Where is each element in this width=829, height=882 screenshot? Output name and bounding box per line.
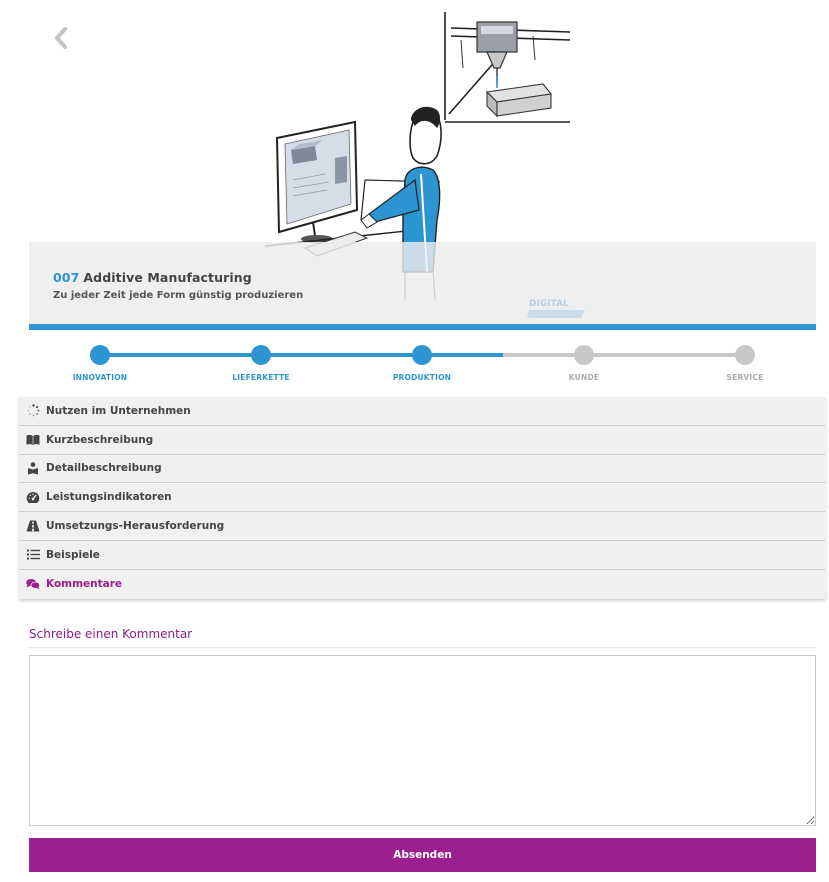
accordion-label: Detailbeschreibung: [46, 462, 162, 475]
title-card: [29, 242, 816, 330]
accordion-kommentare[interactable]: [19, 570, 826, 599]
step-kunde[interactable]: [524, 345, 644, 382]
submit-button[interactable]: Absenden: [29, 838, 816, 872]
step-label: SERVICE: [726, 373, 764, 382]
accordion-label: Kommentare: [46, 578, 123, 591]
step-dot: [412, 345, 432, 365]
comments-icon: [26, 577, 40, 591]
svg-text:DIGITAL: DIGITAL: [529, 299, 569, 309]
step-dot: [251, 345, 271, 365]
progress-stepper: [0, 340, 829, 392]
accordion-label: Umsetzungs-Herausforderung: [46, 520, 225, 533]
list-icon: [26, 548, 40, 562]
digital-logo-icon: [527, 296, 587, 320]
step-lieferkette[interactable]: [201, 345, 321, 382]
step-produktion[interactable]: [362, 345, 482, 382]
title-number: 007: [53, 270, 80, 285]
step-dot: [574, 345, 594, 365]
road-icon: [26, 519, 40, 533]
accordion-label: Kurzbeschreibung: [46, 433, 154, 446]
step-service[interactable]: [685, 345, 805, 382]
chevron-left-icon: [50, 24, 74, 52]
comment-divider: [29, 647, 816, 648]
accordion-beispiele[interactable]: [19, 541, 826, 570]
accordion-leistungsindikatoren[interactable]: [19, 483, 826, 512]
step-dot: [735, 345, 755, 365]
step-label: KUNDE: [568, 373, 600, 382]
accordion-nutzen[interactable]: [19, 397, 826, 426]
step-innovation[interactable]: [40, 345, 160, 382]
accordion-kurzbeschreibung[interactable]: [19, 426, 826, 455]
comment-heading: Schreibe einen Kommentar: [29, 627, 193, 641]
accordion-label: Leistungsindikatoren: [46, 491, 172, 504]
detail-accordion: [19, 397, 826, 599]
accordion-label: Beispiele: [46, 548, 100, 561]
accordion-label: Nutzen im Unternehmen: [46, 404, 191, 417]
comment-textarea[interactable]: [29, 655, 816, 826]
step-label: LIEFERKETTE: [232, 373, 290, 382]
step-dot: [90, 345, 110, 365]
accordion-detailbeschreibung[interactable]: [19, 455, 826, 484]
book-icon: [26, 433, 40, 447]
step-label: PRODUKTION: [392, 373, 452, 382]
reader-icon: [26, 461, 40, 475]
page-title: [53, 270, 252, 285]
step-label: INNOVATION: [72, 373, 128, 382]
back-button[interactable]: [50, 24, 74, 52]
title-text: Additive Manufacturing: [83, 270, 252, 285]
page-subtitle: Zu jeder Zeit jede Form günstig produzieren: [53, 290, 304, 301]
accordion-umsetzung[interactable]: [19, 512, 826, 541]
gauge-icon: [26, 490, 40, 504]
spinner-icon: [26, 404, 40, 418]
